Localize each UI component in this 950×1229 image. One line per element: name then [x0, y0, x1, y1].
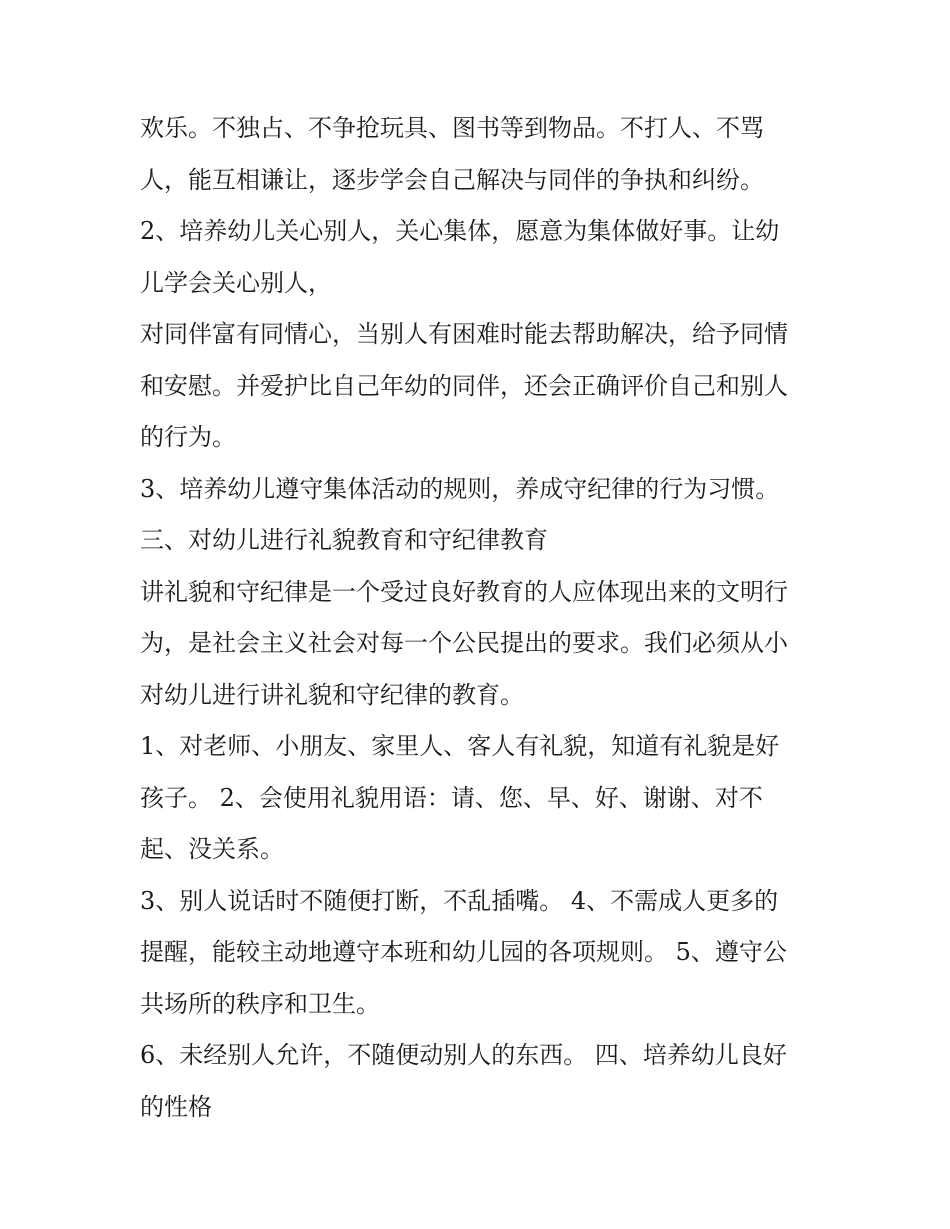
text-line: 人，能互相谦让，逐步学会自己解决与同伴的争执和纠纷。	[140, 165, 764, 194]
text-line: 的行为。	[140, 423, 236, 451]
document-page	[140, 103, 830, 1133]
text-line: 讲礼貌和守纪律是一个受过良好教育的人应体现出来的文明行	[140, 577, 788, 606]
text-line: 共场所的秩序和卫生。	[140, 989, 380, 1018]
text-line: 对幼儿进行讲礼貌和守纪律的教育。	[140, 680, 524, 709]
text-line: 欢乐。不独占、不争抢玩具、图书等到物品。不打人、不骂	[140, 114, 764, 142]
text-line: 1、对老师、小朋友、家里人、客人有礼貌，知道有礼貌是好	[140, 732, 780, 760]
text-line: 孩子。 2、会使用礼貌用语：请、您、早、好、谢谢、对不	[140, 783, 763, 812]
text-line: 对同伴富有同情心，当别人有困难时能去帮助解决，给予同情	[140, 320, 788, 348]
text-line: 和安慰。并爱护比自己年幼的同伴，还会正确评价自己和别人	[140, 371, 788, 400]
text-line: 提醒，能较主动地遵守本班和幼儿园的各项规则。 5、遵守公	[140, 938, 787, 966]
text-line: 3、培养幼儿遵守集体活动的规则，养成守纪律的行为习惯。	[140, 474, 780, 503]
text-line: 3、别人说话时不随便打断，不乱插嘴。 4、不需成人更多的	[140, 886, 779, 915]
text-line: 2、培养幼儿关心别人，关心集体，愿意为集体做好事。让幼	[140, 217, 780, 245]
text-line: 的性格	[140, 1092, 212, 1121]
text-line: 儿学会关心别人，	[140, 268, 332, 297]
text-line: 为，是社会主义社会对每一个公民提出的要求。我们必须从小	[140, 629, 788, 657]
text-line: 6、未经别人允许，不随便动别人的东西。 四、培养幼儿良好	[140, 1041, 787, 1069]
text-line: 起、没关系。	[140, 835, 284, 863]
section-heading: 三、对幼儿进行礼貌教育和守纪律教育	[140, 526, 548, 554]
